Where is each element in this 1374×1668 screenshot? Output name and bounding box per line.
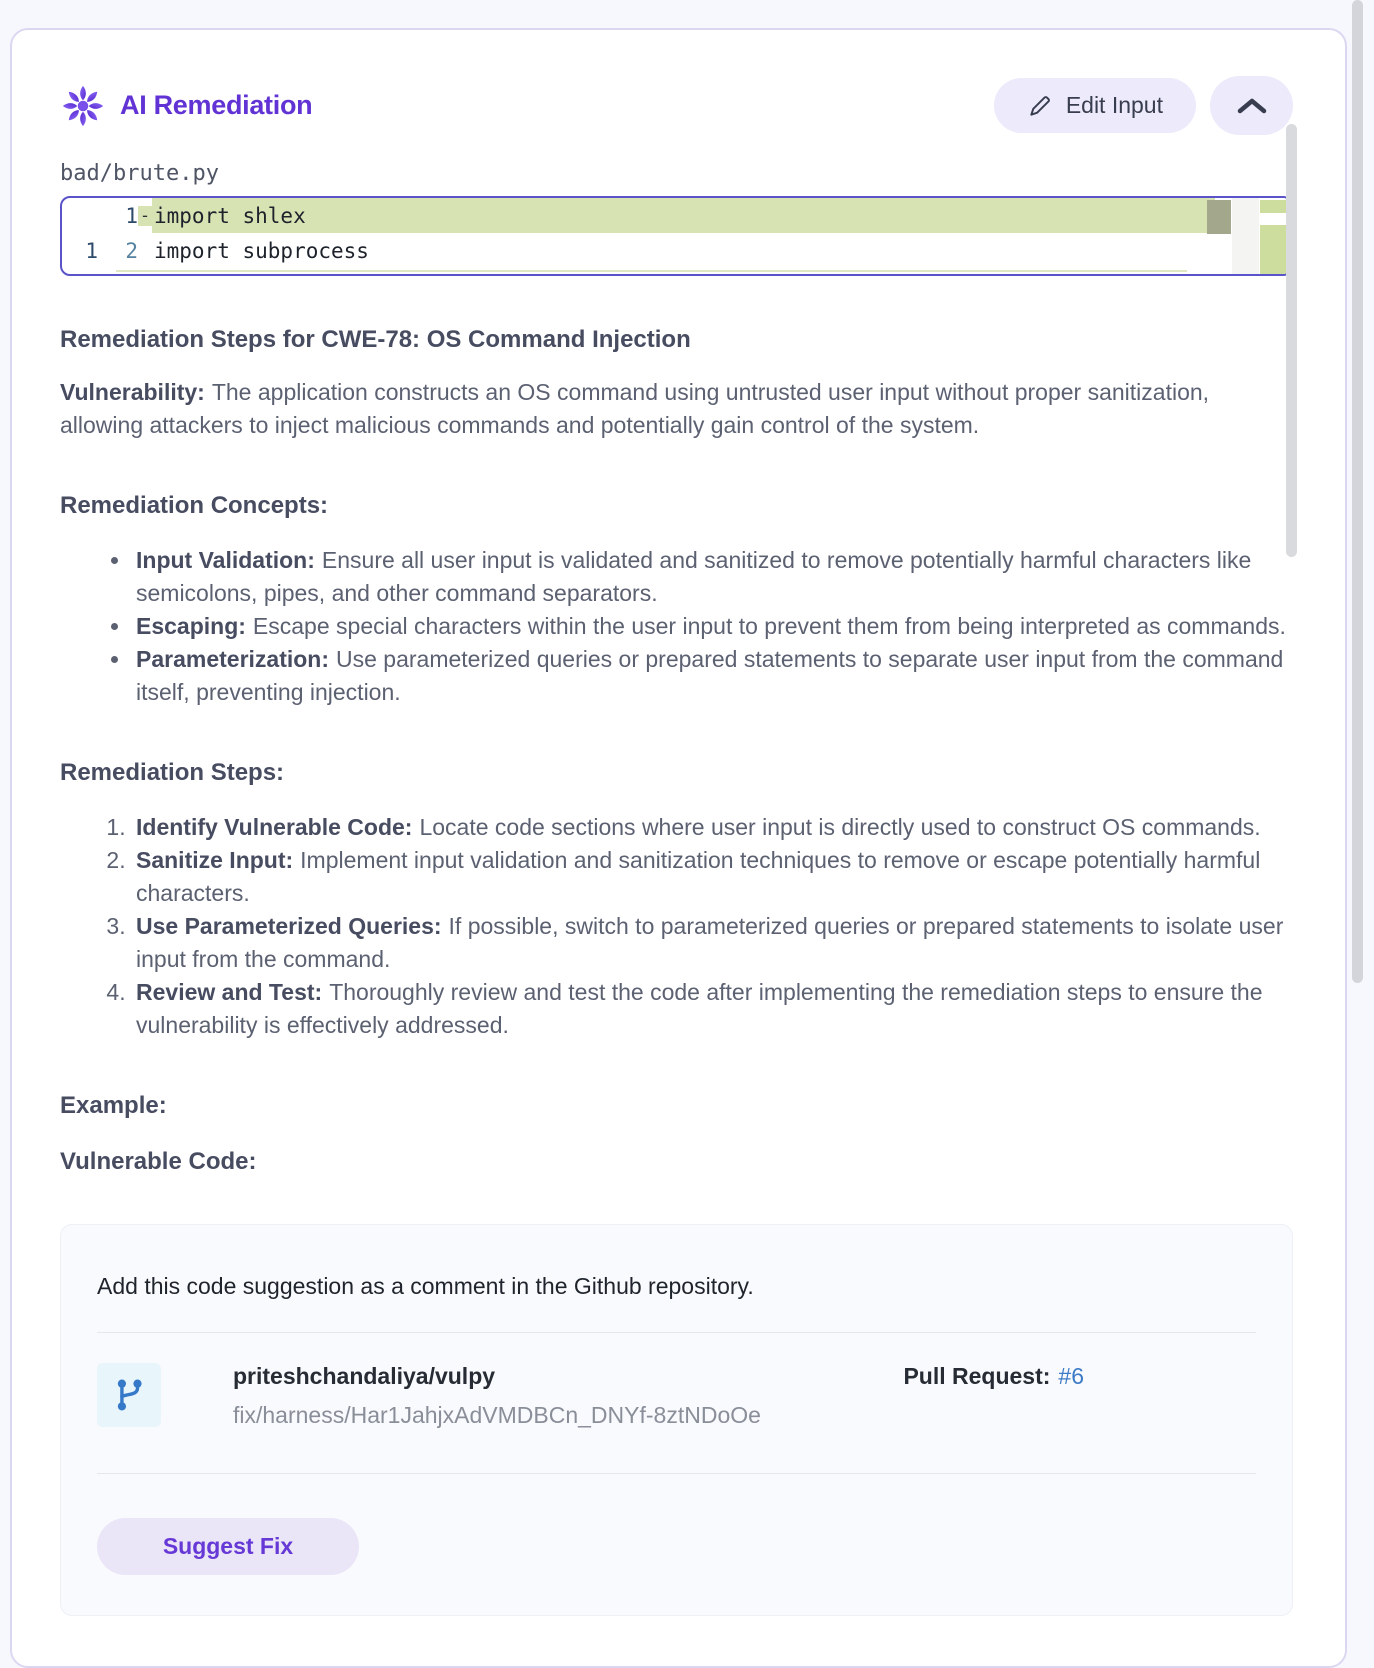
concept-item [132, 544, 1293, 610]
concept-term: Parameterization: [136, 646, 330, 672]
diff-row-added [62, 198, 1215, 233]
diff-scrollbar-thumb[interactable] [1207, 200, 1231, 234]
repo-meta [233, 1363, 761, 1429]
diff-next-row-edge [116, 270, 1187, 272]
ai-remediation-panel [10, 28, 1347, 1668]
divider [97, 1332, 1256, 1333]
step-term: Review and Test: [136, 979, 323, 1005]
remediation-title: Remediation Steps for CWE-78: OS Command Injection [60, 326, 691, 353]
vulnerable-code-heading: Vulnerable Code: [60, 1148, 257, 1175]
pull-request-label: Pull Request: [903, 1363, 1051, 1389]
header-actions [994, 76, 1293, 135]
concept-text: Ensure all user input is validated and sanitized to remove potentially harmful characters like semicolons, pipes, and other command separators. [136, 547, 1252, 606]
diff-code-line: import shlex [152, 198, 1215, 233]
divider [97, 1473, 1256, 1474]
steps-heading: Remediation Steps: [60, 759, 285, 786]
collapse-button[interactable] [1210, 76, 1293, 135]
suggestion-instruction: Add this code suggestion as a comment in the Github repository. [97, 1273, 754, 1299]
vulnerability-label: Vulnerability: [60, 379, 205, 405]
diff-code-line: import subprocess [154, 238, 369, 263]
diff-new-line-number: 1 [125, 203, 138, 228]
repo-icon-box [97, 1363, 161, 1427]
pencil-icon [1027, 93, 1053, 119]
branch-name: fix/harness/Har1JahjxAdVMDBCn_DNYf-8ztNDoOe [233, 1402, 761, 1428]
concept-item [132, 610, 1293, 643]
concept-term: Escaping: [136, 613, 246, 639]
diff-old-line-number: 1 [85, 238, 98, 263]
concept-text: Use parameterized queries or prepared statements to separate user input from the command itself, preventing injection. [136, 646, 1284, 705]
concept-term: Input Validation: [136, 547, 315, 573]
repo-row [97, 1347, 1256, 1429]
content-scrollbar-thumb[interactable] [1286, 124, 1297, 557]
concepts-heading: Remediation Concepts: [60, 492, 329, 519]
suggest-fix-button[interactable]: Suggest Fix [97, 1518, 359, 1575]
step-item [132, 844, 1293, 910]
git-branch-icon [112, 1376, 146, 1414]
panel-header [60, 76, 1293, 135]
diff-scrollbar-track[interactable] [1232, 198, 1259, 274]
diff-new-line-number: 2 [125, 238, 138, 263]
diff-marker: - [139, 205, 151, 226]
file-path: bad/brute.py [60, 161, 219, 186]
diff-viewer[interactable] [60, 196, 1293, 276]
example-heading: Example: [60, 1092, 167, 1119]
step-item [132, 976, 1293, 1042]
step-term: Identify Vulnerable Code: [136, 814, 413, 840]
edit-input-label: Edit Input [1065, 92, 1163, 118]
chevron-up-icon [1236, 97, 1268, 115]
step-text: Thoroughly review and test the code after implementing the remediation steps to ensure the vulnerability is effectively addressed. [136, 979, 1263, 1038]
vulnerability-paragraph [60, 376, 1293, 442]
suggestion-card [60, 1224, 1293, 1616]
brand [60, 83, 312, 129]
concept-item [132, 643, 1293, 709]
page-title: AI Remediation [120, 90, 313, 120]
diff-row-context [62, 233, 1291, 268]
step-text: Locate code sections where user input is directly used to construct OS commands. [419, 814, 1261, 840]
steps-list [60, 811, 1293, 1042]
pull-request-link[interactable]: #6 [1058, 1363, 1084, 1389]
concepts-list [60, 544, 1293, 709]
ai-remediation-icon [60, 83, 106, 129]
edit-input-button[interactable] [994, 78, 1196, 133]
page-scrollbar-thumb[interactable] [1352, 0, 1363, 983]
vulnerability-text: The application constructs an OS command using untrusted user input without proper sanitization, allowing attackers to inject malicious commands and potentially gain control of the system. [60, 379, 1210, 438]
step-item [132, 910, 1293, 976]
step-item [132, 811, 1293, 844]
step-term: Use Parameterized Queries: [136, 913, 442, 939]
repo-name: priteshchandaliya/vulpy [233, 1363, 496, 1389]
pull-request-block [903, 1363, 1256, 1390]
concept-text: Escape special characters within the user input to prevent them from being interpreted as commands. [252, 613, 1286, 639]
step-text: Implement input validation and sanitization techniques to remove or escape potentially harmful characters. [136, 847, 1261, 906]
step-term: Sanitize Input: [136, 847, 294, 873]
step-text: If possible, switch to parameterized queries or prepared statements to isolate user input from the command. [136, 913, 1284, 972]
